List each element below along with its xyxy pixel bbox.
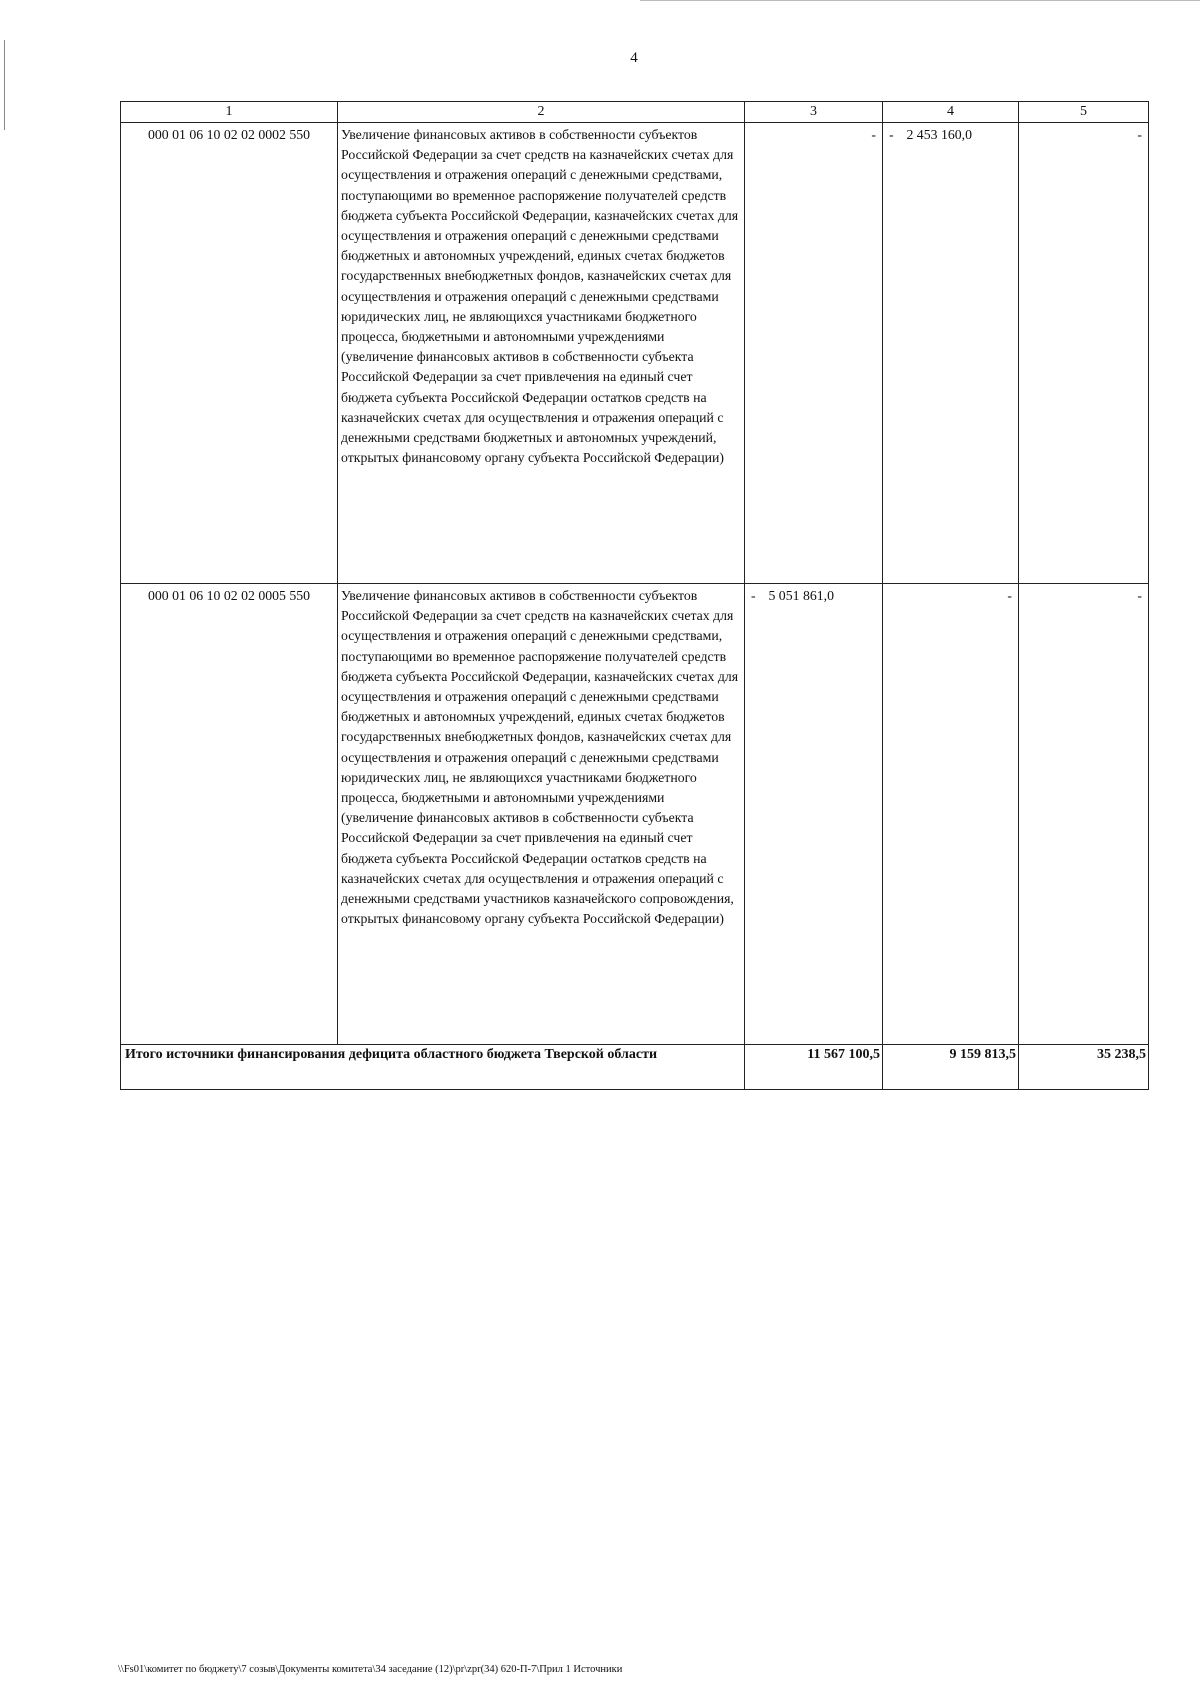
amount-value: 5 051 861,0	[768, 588, 834, 603]
column-header: 2	[338, 102, 745, 123]
column-header: 3	[745, 102, 883, 123]
total-row	[121, 1045, 1149, 1090]
financing-sources-table	[120, 101, 1149, 1090]
amount-col5: -	[1019, 123, 1149, 584]
amount-col4	[883, 123, 1019, 584]
table-row	[121, 584, 1149, 1045]
budget-classification-code: 000 01 06 10 02 02 0002 550	[121, 123, 338, 584]
negative-sign: -	[751, 588, 756, 603]
amount-col5: -	[1019, 584, 1149, 1045]
amount-col3: -	[745, 123, 883, 584]
amount-col3	[745, 584, 883, 1045]
table-row	[121, 123, 1149, 584]
page-number: 4	[630, 50, 638, 66]
amount-value: 2 453 160,0	[906, 127, 972, 142]
negative-sign: -	[889, 127, 894, 142]
column-header: 4	[883, 102, 1019, 123]
scan-top-edge	[640, 0, 1200, 1]
amount-col4: -	[883, 584, 1019, 1045]
total-label: Итого источники финансирования дефицита областного бюджета Тверской области	[121, 1045, 745, 1090]
total-col4: 9 159 813,5	[883, 1045, 1019, 1090]
table-header-row	[121, 102, 1149, 123]
file-path-footer: \\Fs01\комитет по бюджету\7 созыв\Документы комитета\34 заседание (12)\pr\zpr(34) 620-П-7\Прил 1 Источники	[118, 1664, 623, 1675]
total-col5: 35 238,5	[1019, 1045, 1149, 1090]
column-header: 5	[1019, 102, 1149, 123]
column-header: 1	[121, 102, 338, 123]
total-col3: 11 567 100,5	[745, 1045, 883, 1090]
source-description: Увеличение финансовых активов в собственности субъектов Российской Федерации за счет средств на казначейских счетах для осуществления и отражения операций с денежными средствами, поступающими во временное распоряжение получателей средств бюджета субъекта Российской Федерации, казначейских счетах для осуществления и отражения операций с денежными средствами бюджетных и автономных учреждений, единых счетах бюджетов государственных внебюджетных фондов, казначейских счетах для осуществления и отражения операций с денежными средствами юридических лиц, не являющихся участниками бюджетного процесса, бюджетными и автономными учреждениями (увеличение финансовых активов в собственности субъекта Российской Федерации за счет привлечения на единый счет бюджета субъекта Российской Федерации остатков средств на казначейских счетах для осуществления и отражения операций с денежными средствами бюджетных и автономных учреждений, открытых финансовому органу субъекта Российской Федерации)	[338, 123, 745, 584]
source-description: Увеличение финансовых активов в собственности субъектов Российской Федерации за счет средств на казначейских счетах для осуществления и отражения операций с денежными средствами, поступающими во временное распоряжение получателей средств бюджета субъекта Российской Федерации, казначейских счетах для осуществления и отражения операций с денежными средствами бюджетных и автономных учреждений, единых счетах бюджетов государственных внебюджетных фондов, казначейских счетах для осуществления и отражения операций с денежными средствами юридических лиц, не являющихся участниками бюджетного процесса, бюджетными и автономными учреждениями (увеличение финансовых активов в собственности субъекта Российской Федерации за счет привлечения на единый счет бюджета субъекта Российской Федерации остатков средств на казначейских счетах для осуществления и отражения операций с денежными средствами участников казначейского сопровождения, открытых финансовому органу субъекта Российской Федерации)	[338, 584, 745, 1045]
budget-classification-code: 000 01 06 10 02 02 0005 550	[121, 584, 338, 1045]
